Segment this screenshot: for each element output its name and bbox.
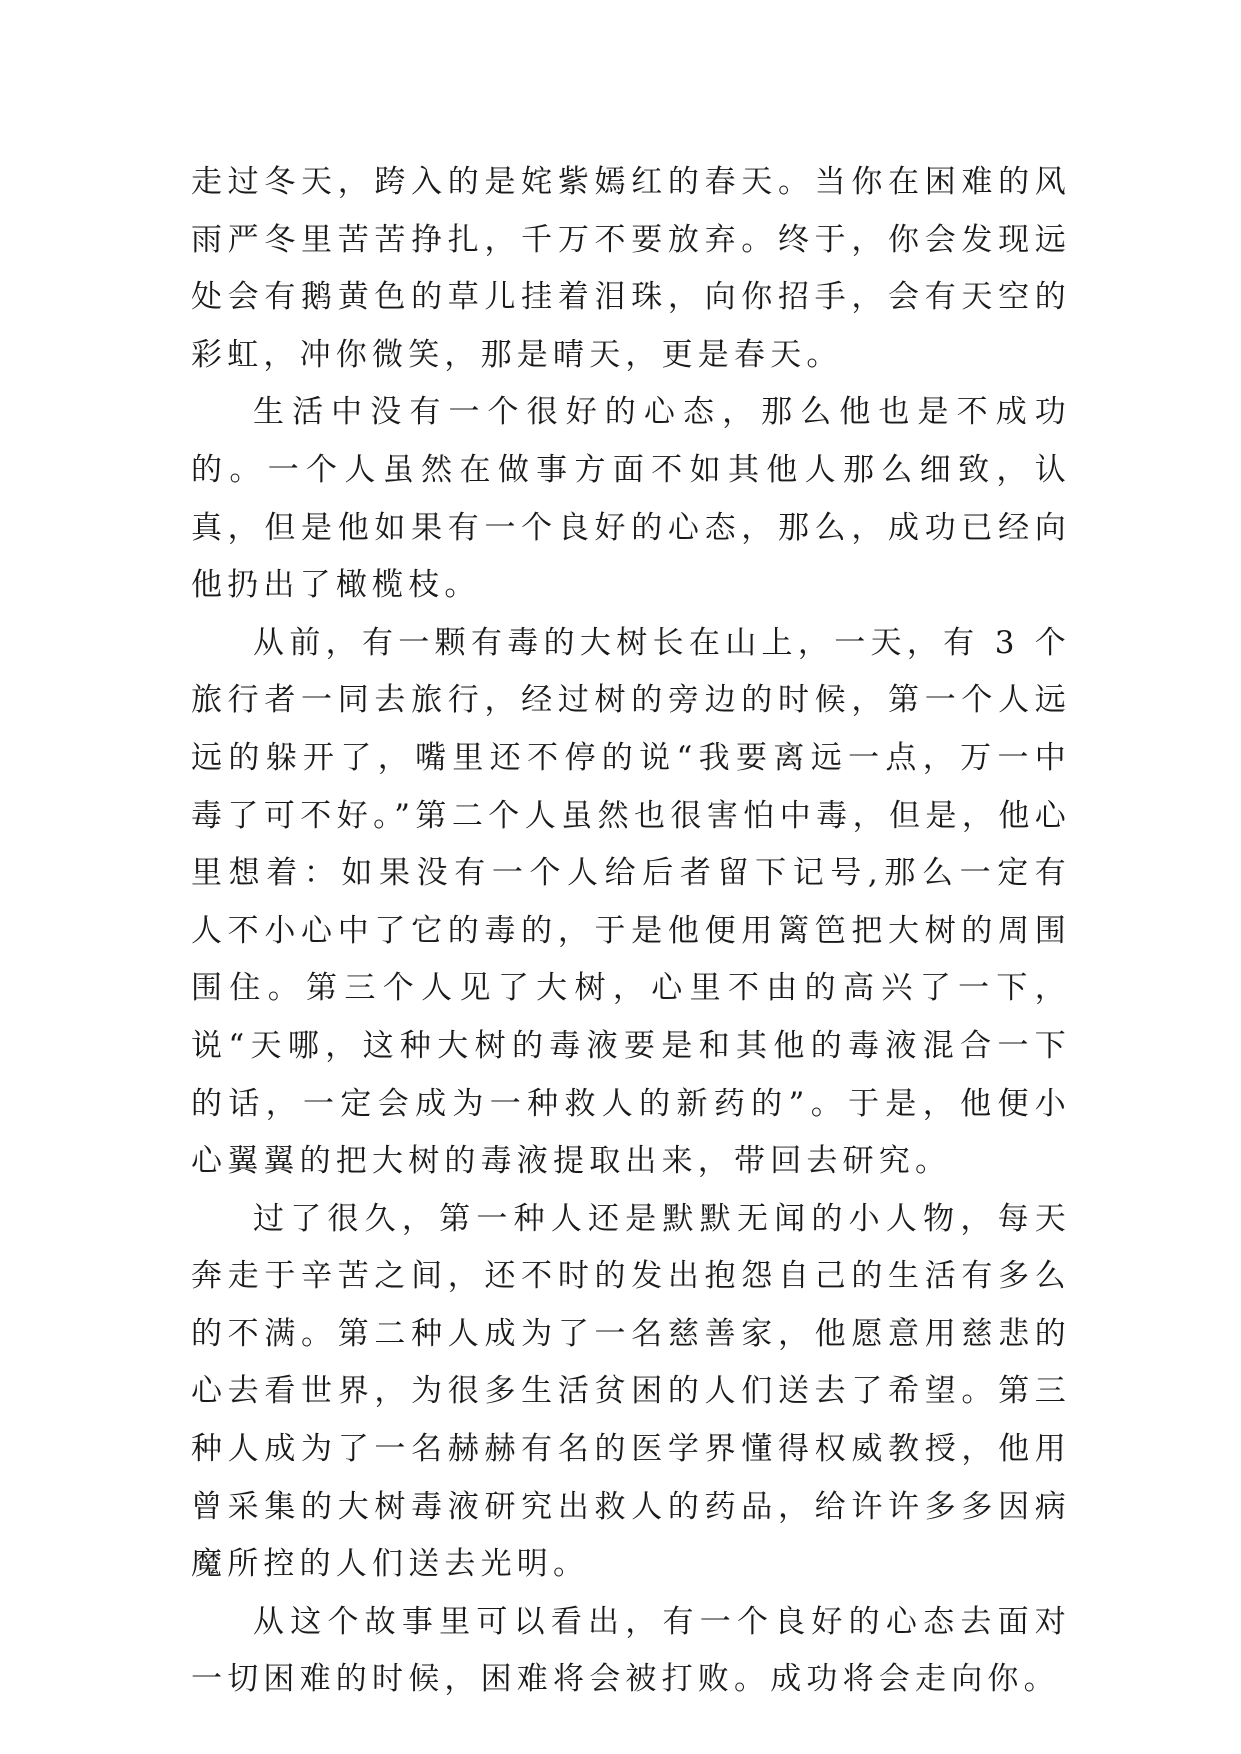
paragraph-2: 生活中没有一个很好的心态，那么他也是不成功的。一个人虽然在做事方面不如其他人那么细致，认真，但是他如果有一个良好的心态，那么，成功已经向他扔出了橄榄枝。 <box>191 394 1071 604</box>
document-body <box>191 154 1071 1709</box>
paragraph-3: 从前，有一颗有毒的大树长在山上，一天，有 3 个旅行者一同去旅行，经过树的旁边的时候，第一个人远远的躲开了，嘴里还不停的说“我要离远一点，万一中毒了可不好。”第二个人虽然也很害怕中毒，但是，他心里想着：如果没有一个人给后者留下记号,那么一定有人不小心中了它的毒的，于是他便用篱笆把大树的周围围住。第三个人见了大树，心里不由的高兴了一下，说“天哪，这种大树的毒液要是和其他的毒液混合一下的话，一定会成为一种救人的新药的”。于是，他便小心翼翼的把大树的毒液提取出来，带回去研究。 <box>191 624 1071 1180</box>
paragraph-4: 过了很久，第一种人还是默默无闻的小人物，每天奔走于辛苦之间，还不时的发出抱怨自己的生活有多么的不满。第二种人成为了一名慈善家，他愿意用慈悲的心去看世界，为很多生活贫困的人们送去了希望。第三种人成为了一名赫赫有名的医学界懂得权威教授，他用曾采集的大树毒液研究出救人的药品，给许许多多因病魔所控的人们送去光明。 <box>191 1200 1071 1583</box>
paragraph-1: 走过冬天，跨入的是姹紫嫣红的春天。当你在困难的风雨严冬里苦苦挣扎，千万不要放弃。终于，你会发现远处会有鹅黄色的草儿挂着泪珠，向你招手，会有天空的彩虹，冲你微笑，那是晴天，更是春天。 <box>191 164 1071 373</box>
paragraph-5: 从这个故事里可以看出，有一个良好的心态去面对一切困难的时候，困难将会被打败。成功将会走向你。 <box>191 1603 1071 1698</box>
